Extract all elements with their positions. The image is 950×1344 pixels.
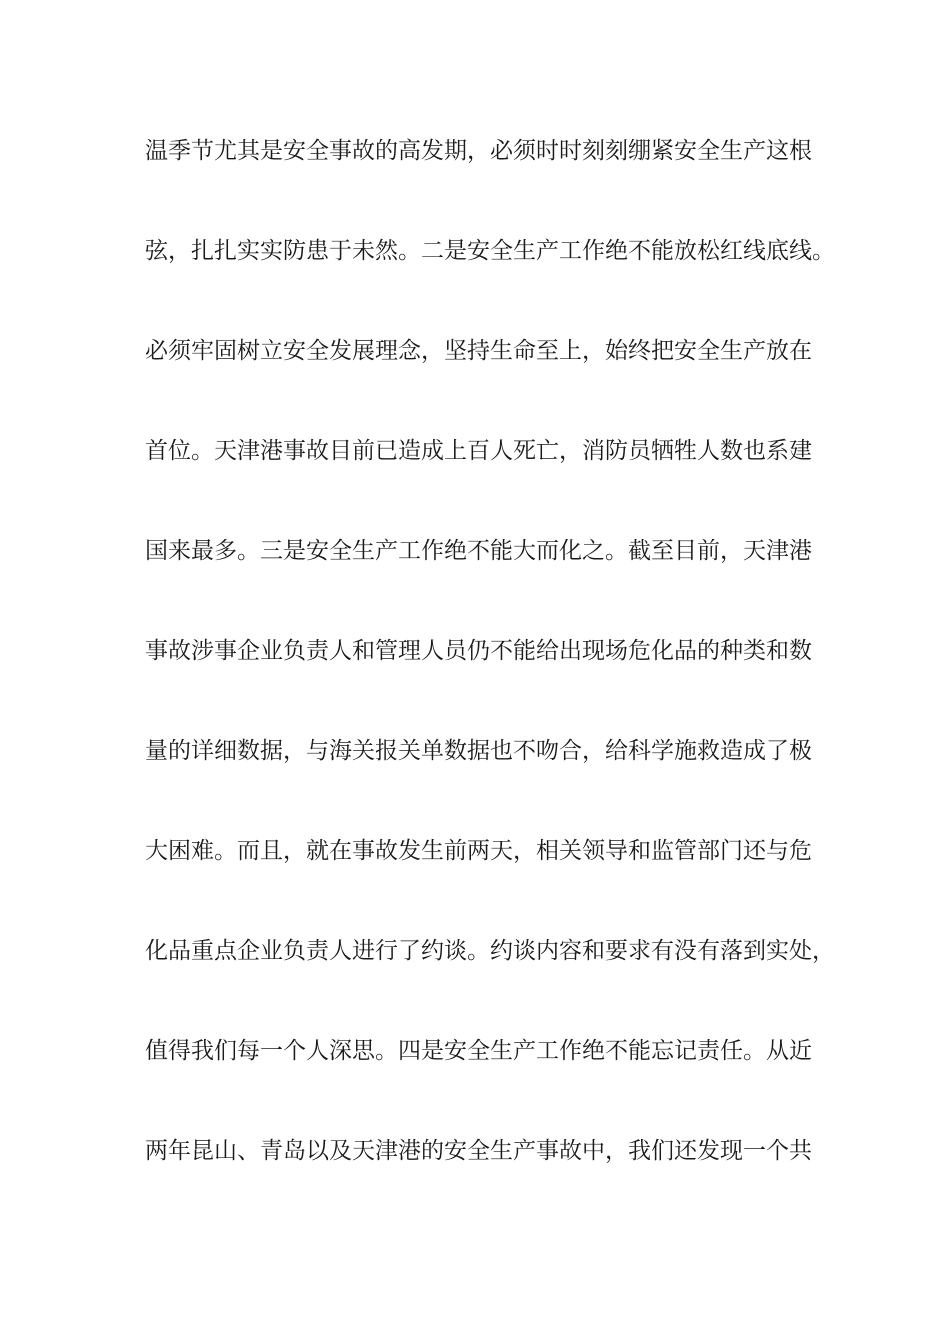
body-paragraph [145,128,845,1228]
text-line: 大困难。而且，就在事故发生前两天，相关领导和监管部门还与危 [145,838,812,864]
text-line: 值得我们每一个人深思。四是安全生产工作绝不能忘记责任。从近 [145,1038,812,1064]
text-line: 温季节尤其是安全事故的高发期，必须时时刻刻绷紧安全生产这根 [145,138,812,164]
text-line: 两年昆山、青岛以及天津港的安全生产事故中，我们还发现一个共 [145,1138,812,1164]
text-line: 首位。天津港事故目前已造成上百人死亡，消防员牺牲人数也系建 [145,438,812,464]
text-line: 必须牢固树立安全发展理念，坚持生命至上，始终把安全生产放在 [145,338,812,364]
text-line: 国来最多。三是安全生产工作绝不能大而化之。截至目前，天津港 [145,538,812,564]
text-line: 事故涉事企业负责人和管理人员仍不能给出现场危化品的种类和数 [145,638,812,664]
text-line: 弦，扎扎实实防患于未然。二是安全生产工作绝不能放松红线底线。 [145,238,835,264]
text-line: 量的详细数据，与海关报关单数据也不吻合，给科学施救造成了极 [145,738,812,764]
text-line: 化品重点企业负责人进行了约谈。约谈内容和要求有没有落到实处， [145,938,835,964]
